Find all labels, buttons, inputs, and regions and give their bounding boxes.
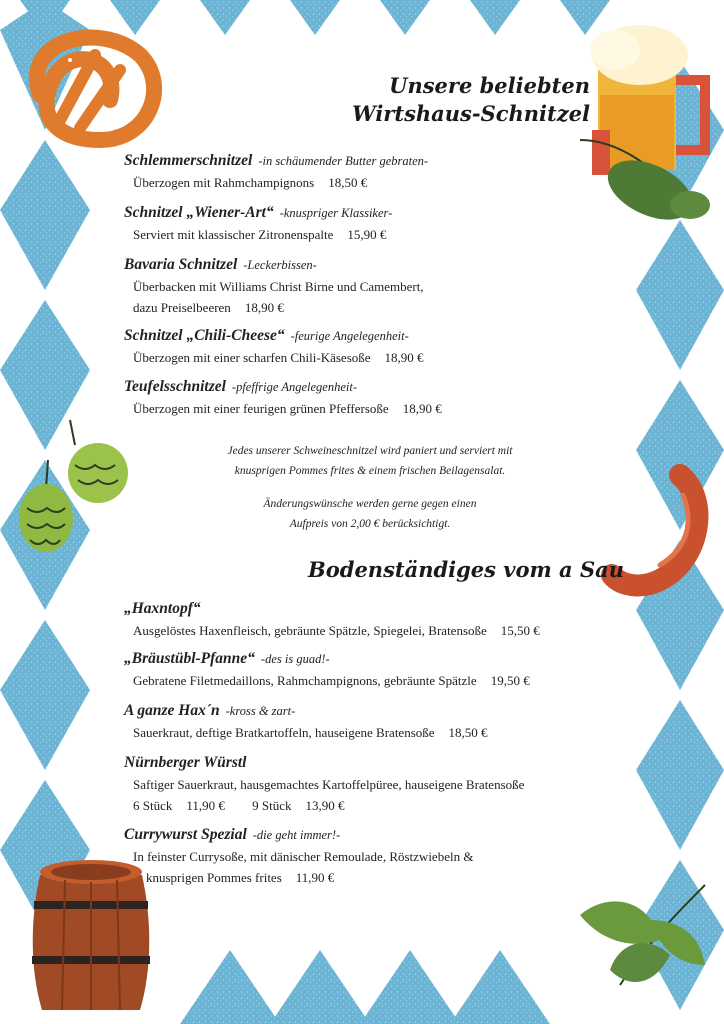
- item-description: Saftiger Sauerkraut, hausgemachtes Kartoffelpüree, hauseigene Bratensoße: [133, 777, 525, 792]
- item-price: 11,90 €: [295, 870, 335, 885]
- item-tagline: -in schäumender Butter gebraten-: [258, 154, 429, 168]
- item-description: Überzogen mit einer feurigen grünen Pfeffersoße: [133, 401, 389, 416]
- item-description: Gebratene Filetmedaillons, Rahmchampignons, gebräunte Spätzle: [133, 673, 477, 688]
- note-line: knusprigen Pommes frites & einem frischen Beilagensalat.: [234, 465, 506, 477]
- item-description: Überzogen mit einer scharfen Chili-Käsesoße: [133, 350, 371, 365]
- item-tagline: -pfeffrige Angelegenheit-: [231, 380, 357, 394]
- bottom-diamond-row: [180, 950, 550, 1024]
- option-label: 9 Stück: [252, 798, 292, 813]
- item-tagline: -Leckerbissen-: [243, 258, 317, 272]
- item-price: 18,50 €: [328, 175, 368, 190]
- sausage-illustration: [612, 475, 697, 585]
- item-name: A ganze Hax´n: [124, 702, 220, 719]
- item-name: Schnitzel „Chili-Cheese“: [124, 327, 285, 344]
- item-price: 15,90 €: [347, 227, 387, 242]
- item-name: Schlemmerschnitzel: [124, 152, 253, 169]
- item-description: Serviert mit klassischer Zitronenspalte: [133, 227, 334, 242]
- item-price: 18,90 €: [244, 300, 284, 315]
- note-changes-surcharge: [160, 494, 580, 534]
- item-description-line2: dazu Preiselbeeren: [133, 300, 231, 315]
- item-description: Sauerkraut, deftige Bratkartoffeln, hauseigene Bratensoße: [133, 725, 435, 740]
- item-name: „Haxntopf“: [124, 600, 201, 617]
- item-name: Bavaria Schnitzel: [124, 256, 238, 273]
- item-price: 18,90 €: [384, 350, 424, 365]
- menu-item-ganze-haxn: [124, 700, 488, 743]
- item-description: Überbacken mit Williams Christ Birne und Camembert,: [133, 279, 424, 294]
- menu-item-schlemmerschnitzel: [124, 150, 428, 193]
- option-label: 6 Stück: [133, 798, 173, 813]
- item-price: 18,90 €: [402, 401, 442, 416]
- item-tagline: -die geht immer!-: [252, 828, 341, 842]
- menu-item-teufelsschnitzel: [124, 376, 442, 419]
- menu-item-braeustuebl-pfanne: [124, 648, 530, 691]
- note-line: Änderungswünsche werden gerne gegen einen: [263, 498, 477, 510]
- note-line: Aufpreis von 2,00 € berücksichtigt.: [289, 518, 451, 530]
- section1-heading-line1: Unsere beliebten: [389, 73, 590, 98]
- item-name: Nürnberger Würstl: [124, 754, 247, 771]
- section2-heading: Bodenständiges vom a Sau: [308, 557, 625, 582]
- pretzel-illustration: [37, 38, 154, 140]
- menu-item-bavaria-schnitzel: [124, 254, 424, 318]
- menu-item-currywurst-spezial: [124, 824, 473, 888]
- item-price: 18,50 €: [448, 725, 488, 740]
- item-name: Teufelsschnitzel: [124, 378, 226, 395]
- section1-heading-line2: Wirtshaus-Schnitzel: [352, 101, 590, 126]
- item-name: „Bräustübl-Pfanne“: [124, 650, 255, 667]
- menu-item-haxntopf: [124, 598, 540, 641]
- item-price: 15,50 €: [500, 623, 540, 638]
- item-tagline: -kross & zart-: [225, 704, 296, 718]
- note-line: Jedes unserer Schweineschnitzel wird paniert und serviert mit: [227, 445, 513, 457]
- item-name: Schnitzel „Wiener-Art“: [124, 204, 274, 221]
- item-price: 19,50 €: [490, 673, 530, 688]
- note-schnitzel-sides: [160, 441, 580, 481]
- item-description: Ausgelöstes Haxenfleisch, gebräunte Spätzle, Spiegelei, Bratensoße: [133, 623, 487, 638]
- item-tagline: -des is guad!-: [260, 652, 330, 666]
- top-diamond-row: [20, 0, 610, 35]
- item-description-line2: knusprigen Pommes frites: [146, 870, 282, 885]
- item-description: Überzogen mit Rahmchampignons: [133, 175, 315, 190]
- menu-item-wiener-art: [124, 202, 392, 245]
- option-price: 11,90 €: [186, 798, 225, 813]
- menu-item-chili-cheese: [124, 325, 424, 368]
- option-price: 13,90 €: [305, 798, 345, 813]
- menu-item-nuernberger-wuerstl: [124, 752, 524, 816]
- item-description: In feinster Currysoße, mit dänischer Remoulade, Röstzwiebeln &: [133, 849, 474, 864]
- item-tagline: -knuspriger Klassiker-: [279, 206, 393, 220]
- item-tagline: -feurige Angelegenheit-: [290, 329, 409, 343]
- item-name: Currywurst Spezial: [124, 826, 247, 843]
